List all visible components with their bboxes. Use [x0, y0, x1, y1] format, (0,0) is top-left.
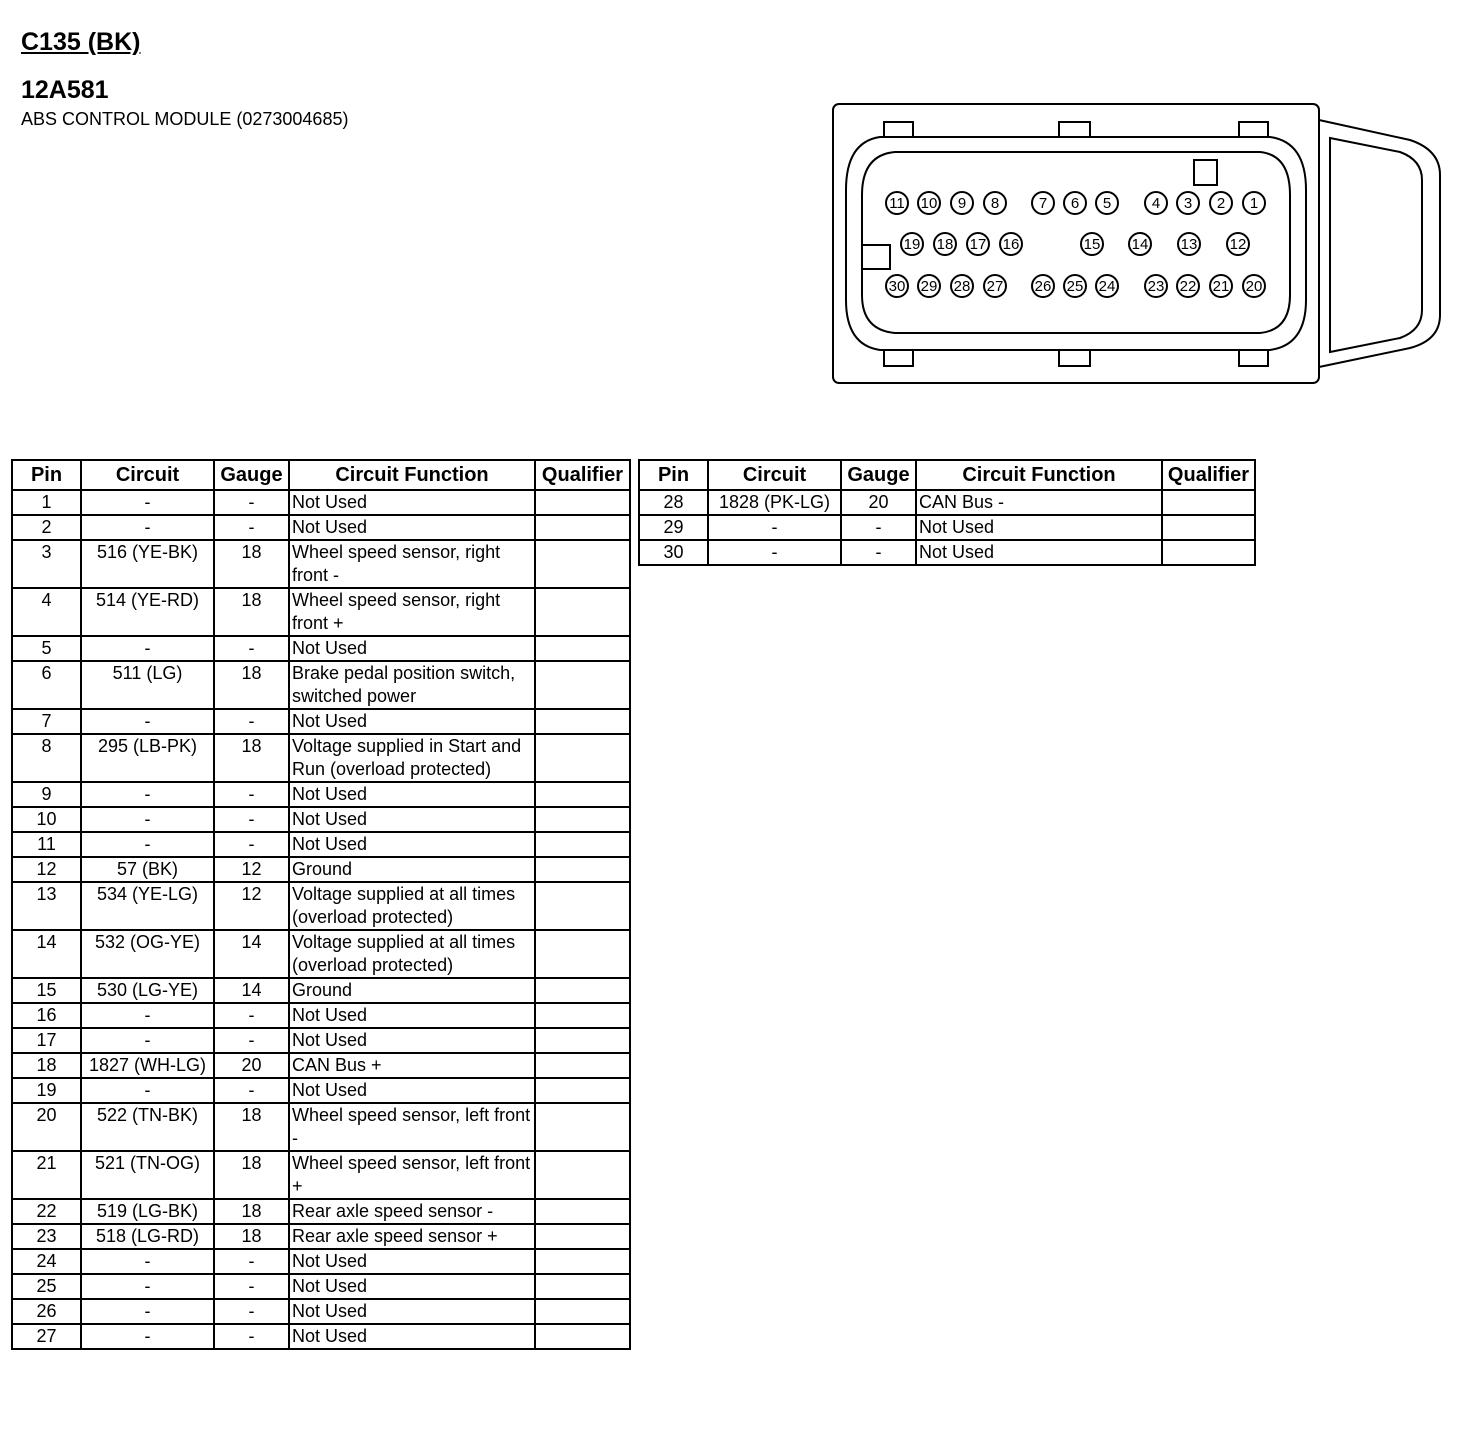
pin-cell: 19	[12, 1078, 81, 1103]
pin-cell: 15	[12, 978, 81, 1003]
pin-number-label: 26	[1034, 278, 1052, 295]
circuit-cell: 514 (YE-RD)	[81, 588, 214, 636]
gauge-cell: 18	[214, 661, 289, 709]
table-row	[12, 1224, 630, 1249]
gauge-cell: 12	[214, 882, 289, 930]
pin-number-label: 4	[1151, 195, 1161, 212]
pin-number-label: 9	[957, 195, 967, 212]
pin-cell: 22	[12, 1199, 81, 1224]
header-gauge: Gauge	[214, 460, 289, 490]
table-row	[12, 832, 630, 857]
qualifier-cell	[535, 661, 630, 709]
gauge-cell: -	[214, 1299, 289, 1324]
header-circuit-function: Circuit Function	[916, 460, 1162, 490]
circuit-cell: 519 (LG-BK)	[81, 1199, 214, 1224]
gauge-cell: 18	[214, 1103, 289, 1151]
pin-cell: 21	[12, 1151, 81, 1199]
pin-number-label: 17	[969, 236, 987, 253]
circuit-cell: -	[81, 807, 214, 832]
circuit-cell: -	[81, 636, 214, 661]
pin-cell: 28	[639, 490, 708, 515]
circuit-cell: 534 (YE-LG)	[81, 882, 214, 930]
circuit-function-cell: Not Used	[289, 1299, 535, 1324]
circuit-cell: -	[81, 1299, 214, 1324]
pin-number-label: 18	[936, 236, 954, 253]
circuit-cell: -	[81, 1249, 214, 1274]
header-circuit: Circuit	[81, 460, 214, 490]
pin-cell: 23	[12, 1224, 81, 1249]
pin-number-label: 23	[1147, 278, 1165, 295]
circuit-cell: 530 (LG-YE)	[81, 978, 214, 1003]
circuit-function-cell: Not Used	[289, 636, 535, 661]
qualifier-cell	[1162, 540, 1255, 565]
pinout-table-right	[638, 459, 1256, 566]
circuit-function-cell: Not Used	[289, 807, 535, 832]
pin-number-label: 27	[986, 278, 1004, 295]
circuit-function-cell: Not Used	[289, 1078, 535, 1103]
circuit-function-cell: Wheel speed sensor, right front +	[289, 588, 535, 636]
circuit-cell: -	[81, 490, 214, 515]
circuit-cell: 1828 (PK-LG)	[708, 490, 841, 515]
table-row	[12, 588, 630, 636]
table-row	[12, 1103, 630, 1151]
circuit-function-cell: Not Used	[289, 490, 535, 515]
circuit-function-cell: Voltage supplied at all times (overload protected)	[289, 930, 535, 978]
gauge-cell: 20	[841, 490, 916, 515]
pin-cell: 11	[12, 832, 81, 857]
gauge-cell: -	[214, 1003, 289, 1028]
circuit-function-cell: Not Used	[289, 515, 535, 540]
circuit-cell: 521 (TN-OG)	[81, 1151, 214, 1199]
pin-cell: 27	[12, 1324, 81, 1349]
gauge-cell: 20	[214, 1053, 289, 1078]
pin-number-label: 22	[1179, 278, 1197, 295]
pin-number-label: 1	[1249, 195, 1259, 212]
pin-cell: 7	[12, 709, 81, 734]
table-row	[12, 636, 630, 661]
circuit-cell: -	[81, 832, 214, 857]
qualifier-cell	[535, 1199, 630, 1224]
qualifier-cell	[535, 1003, 630, 1028]
qualifier-cell	[535, 540, 630, 588]
gauge-cell: 14	[214, 930, 289, 978]
qualifier-cell	[535, 782, 630, 807]
table-row	[639, 515, 1255, 540]
pin-number-label: 25	[1066, 278, 1084, 295]
pin-number-label: 16	[1002, 236, 1020, 253]
pin-cell: 14	[12, 930, 81, 978]
circuit-function-cell: Not Used	[289, 709, 535, 734]
circuit-function-cell: Not Used	[289, 1003, 535, 1028]
qualifier-cell	[535, 1028, 630, 1053]
header-qualifier: Qualifier	[535, 460, 630, 490]
table-header-row	[639, 460, 1255, 490]
gauge-cell: -	[841, 515, 916, 540]
table-row	[12, 1299, 630, 1324]
module-description: ABS CONTROL MODULE (0273004685)	[21, 109, 349, 129]
circuit-function-cell: Ground	[289, 978, 535, 1003]
circuit-function-cell: CAN Bus +	[289, 1053, 535, 1078]
gauge-cell: 18	[214, 1199, 289, 1224]
qualifier-cell	[535, 857, 630, 882]
pin-number-label: 7	[1038, 195, 1048, 212]
circuit-function-cell: Not Used	[916, 515, 1162, 540]
circuit-function-cell: CAN Bus -	[916, 490, 1162, 515]
qualifier-cell	[535, 978, 630, 1003]
circuit-function-cell: Not Used	[289, 1274, 535, 1299]
circuit-function-cell: Rear axle speed sensor -	[289, 1199, 535, 1224]
connector-id-title: C135 (BK)	[21, 28, 141, 56]
pin-cell: 8	[12, 734, 81, 782]
circuit-cell: 522 (TN-BK)	[81, 1103, 214, 1151]
circuit-cell: -	[81, 1274, 214, 1299]
qualifier-cell	[535, 1053, 630, 1078]
qualifier-cell	[535, 1224, 630, 1249]
pin-cell: 9	[12, 782, 81, 807]
qualifier-cell	[1162, 490, 1255, 515]
gauge-cell: -	[214, 832, 289, 857]
pin-number-label: 30	[888, 278, 906, 295]
pin-cell: 20	[12, 1103, 81, 1151]
pin-number-label: 10	[920, 195, 938, 212]
circuit-function-cell: Rear axle speed sensor +	[289, 1224, 535, 1249]
circuit-function-cell: Wheel speed sensor, left front +	[289, 1151, 535, 1199]
gauge-cell: -	[214, 1324, 289, 1349]
qualifier-cell	[535, 734, 630, 782]
table-row	[12, 661, 630, 709]
qualifier-cell	[535, 515, 630, 540]
gauge-cell: -	[214, 782, 289, 807]
circuit-function-cell: Not Used	[289, 832, 535, 857]
circuit-function-cell: Not Used	[289, 782, 535, 807]
header-pin: Pin	[12, 460, 81, 490]
table-row	[12, 1199, 630, 1224]
pin-number-label: 11	[889, 195, 905, 212]
pin-cell: 13	[12, 882, 81, 930]
qualifier-cell	[535, 1151, 630, 1199]
qualifier-cell	[535, 1249, 630, 1274]
qualifier-cell	[535, 636, 630, 661]
circuit-function-cell: Ground	[289, 857, 535, 882]
qualifier-cell	[535, 832, 630, 857]
table-row	[12, 734, 630, 782]
pin-cell: 12	[12, 857, 81, 882]
circuit-cell: 1827 (WH-LG)	[81, 1053, 214, 1078]
circuit-function-cell: Not Used	[916, 540, 1162, 565]
pin-number-label: 19	[903, 236, 921, 253]
pin-number-label: 5	[1102, 195, 1112, 212]
gauge-cell: 18	[214, 1151, 289, 1199]
table-row	[12, 1151, 630, 1199]
qualifier-cell	[535, 588, 630, 636]
pin-cell: 17	[12, 1028, 81, 1053]
pin-cell: 1	[12, 490, 81, 515]
pin-number-label: 13	[1180, 236, 1198, 253]
qualifier-cell	[535, 490, 630, 515]
pin-cell: 24	[12, 1249, 81, 1274]
gauge-cell: -	[214, 1028, 289, 1053]
pinout-table-left	[11, 459, 631, 1350]
gauge-cell: -	[214, 515, 289, 540]
pin-number-label: 24	[1098, 278, 1116, 295]
qualifier-cell	[535, 882, 630, 930]
table-row	[639, 540, 1255, 565]
header-circuit-function: Circuit Function	[289, 460, 535, 490]
pin-number-label: 29	[920, 278, 938, 295]
circuit-cell: 295 (LB-PK)	[81, 734, 214, 782]
header-pin: Pin	[639, 460, 708, 490]
pin-cell: 4	[12, 588, 81, 636]
table-row	[12, 709, 630, 734]
pin-cell: 3	[12, 540, 81, 588]
table-row	[12, 540, 630, 588]
qualifier-cell	[535, 930, 630, 978]
circuit-function-cell: Brake pedal position switch, switched power	[289, 661, 535, 709]
table-row	[12, 978, 630, 1003]
gauge-cell: 14	[214, 978, 289, 1003]
gauge-cell: 18	[214, 588, 289, 636]
circuit-function-cell: Wheel speed sensor, right front -	[289, 540, 535, 588]
qualifier-cell	[535, 709, 630, 734]
table-row	[639, 490, 1255, 515]
pin-cell: 2	[12, 515, 81, 540]
gauge-cell: 12	[214, 857, 289, 882]
table-row	[12, 1274, 630, 1299]
table-row	[12, 1249, 630, 1274]
pin-number-label: 14	[1131, 236, 1149, 253]
gauge-cell: -	[214, 1249, 289, 1274]
circuit-cell: -	[81, 1078, 214, 1103]
table-row	[12, 515, 630, 540]
qualifier-cell	[535, 1103, 630, 1151]
circuit-function-cell: Not Used	[289, 1028, 535, 1053]
pin-number-label: 21	[1212, 278, 1230, 295]
circuit-function-cell: Voltage supplied at all times (overload protected)	[289, 882, 535, 930]
qualifier-cell	[535, 1274, 630, 1299]
gauge-cell: -	[214, 490, 289, 515]
gauge-cell: 18	[214, 734, 289, 782]
table-header-row	[12, 460, 630, 490]
qualifier-cell	[1162, 515, 1255, 540]
gauge-cell: -	[214, 709, 289, 734]
header-gauge: Gauge	[841, 460, 916, 490]
circuit-cell: 57 (BK)	[81, 857, 214, 882]
circuit-cell: -	[81, 515, 214, 540]
gauge-cell: -	[214, 807, 289, 832]
qualifier-cell	[535, 1299, 630, 1324]
pin-cell: 18	[12, 1053, 81, 1078]
table-row	[12, 1078, 630, 1103]
gauge-cell: -	[841, 540, 916, 565]
circuit-cell: -	[708, 540, 841, 565]
circuit-cell: -	[708, 515, 841, 540]
table-row	[12, 882, 630, 930]
pin-number-label: 20	[1245, 278, 1263, 295]
table-row	[12, 1324, 630, 1349]
table-row	[12, 1053, 630, 1078]
table-row	[12, 857, 630, 882]
gauge-cell: -	[214, 636, 289, 661]
pin-cell: 29	[639, 515, 708, 540]
circuit-cell: -	[81, 1003, 214, 1028]
gauge-cell: 18	[214, 1224, 289, 1249]
qualifier-cell	[535, 1324, 630, 1349]
table-row	[12, 1003, 630, 1028]
header-qualifier: Qualifier	[1162, 460, 1255, 490]
circuit-cell: -	[81, 782, 214, 807]
table-row	[12, 490, 630, 515]
circuit-function-cell: Not Used	[289, 1249, 535, 1274]
connector-face-diagram	[0, 0, 1464, 420]
qualifier-cell	[535, 807, 630, 832]
gauge-cell: -	[214, 1078, 289, 1103]
pin-number-label: 28	[953, 278, 971, 295]
circuit-cell: -	[81, 1028, 214, 1053]
gauge-cell: -	[214, 1274, 289, 1299]
pin-number-label: 15	[1083, 236, 1101, 253]
table-row	[12, 1028, 630, 1053]
pin-number-label: 2	[1216, 195, 1226, 212]
table-row	[12, 782, 630, 807]
circuit-function-cell: Voltage supplied in Start and Run (overload protected)	[289, 734, 535, 782]
table-row	[12, 930, 630, 978]
pin-cell: 25	[12, 1274, 81, 1299]
pin-number-label: 12	[1229, 236, 1247, 253]
header-circuit: Circuit	[708, 460, 841, 490]
pin-cell: 6	[12, 661, 81, 709]
circuit-cell: 516 (YE-BK)	[81, 540, 214, 588]
gauge-cell: 18	[214, 540, 289, 588]
pin-cell: 10	[12, 807, 81, 832]
pin-cell: 30	[639, 540, 708, 565]
circuit-function-cell: Not Used	[289, 1324, 535, 1349]
part-number: 12A581	[21, 76, 109, 104]
circuit-cell: 532 (OG-YE)	[81, 930, 214, 978]
circuit-cell: 518 (LG-RD)	[81, 1224, 214, 1249]
pin-cell: 16	[12, 1003, 81, 1028]
circuit-cell: 511 (LG)	[81, 661, 214, 709]
pin-number-label: 6	[1070, 195, 1080, 212]
pin-number-label: 3	[1183, 195, 1193, 212]
pin-cell: 26	[12, 1299, 81, 1324]
pin-cell: 5	[12, 636, 81, 661]
qualifier-cell	[535, 1078, 630, 1103]
circuit-function-cell: Wheel speed sensor, left front -	[289, 1103, 535, 1151]
pin-number-label: 8	[990, 195, 1000, 212]
circuit-cell: -	[81, 709, 214, 734]
circuit-cell: -	[81, 1324, 214, 1349]
table-row	[12, 807, 630, 832]
